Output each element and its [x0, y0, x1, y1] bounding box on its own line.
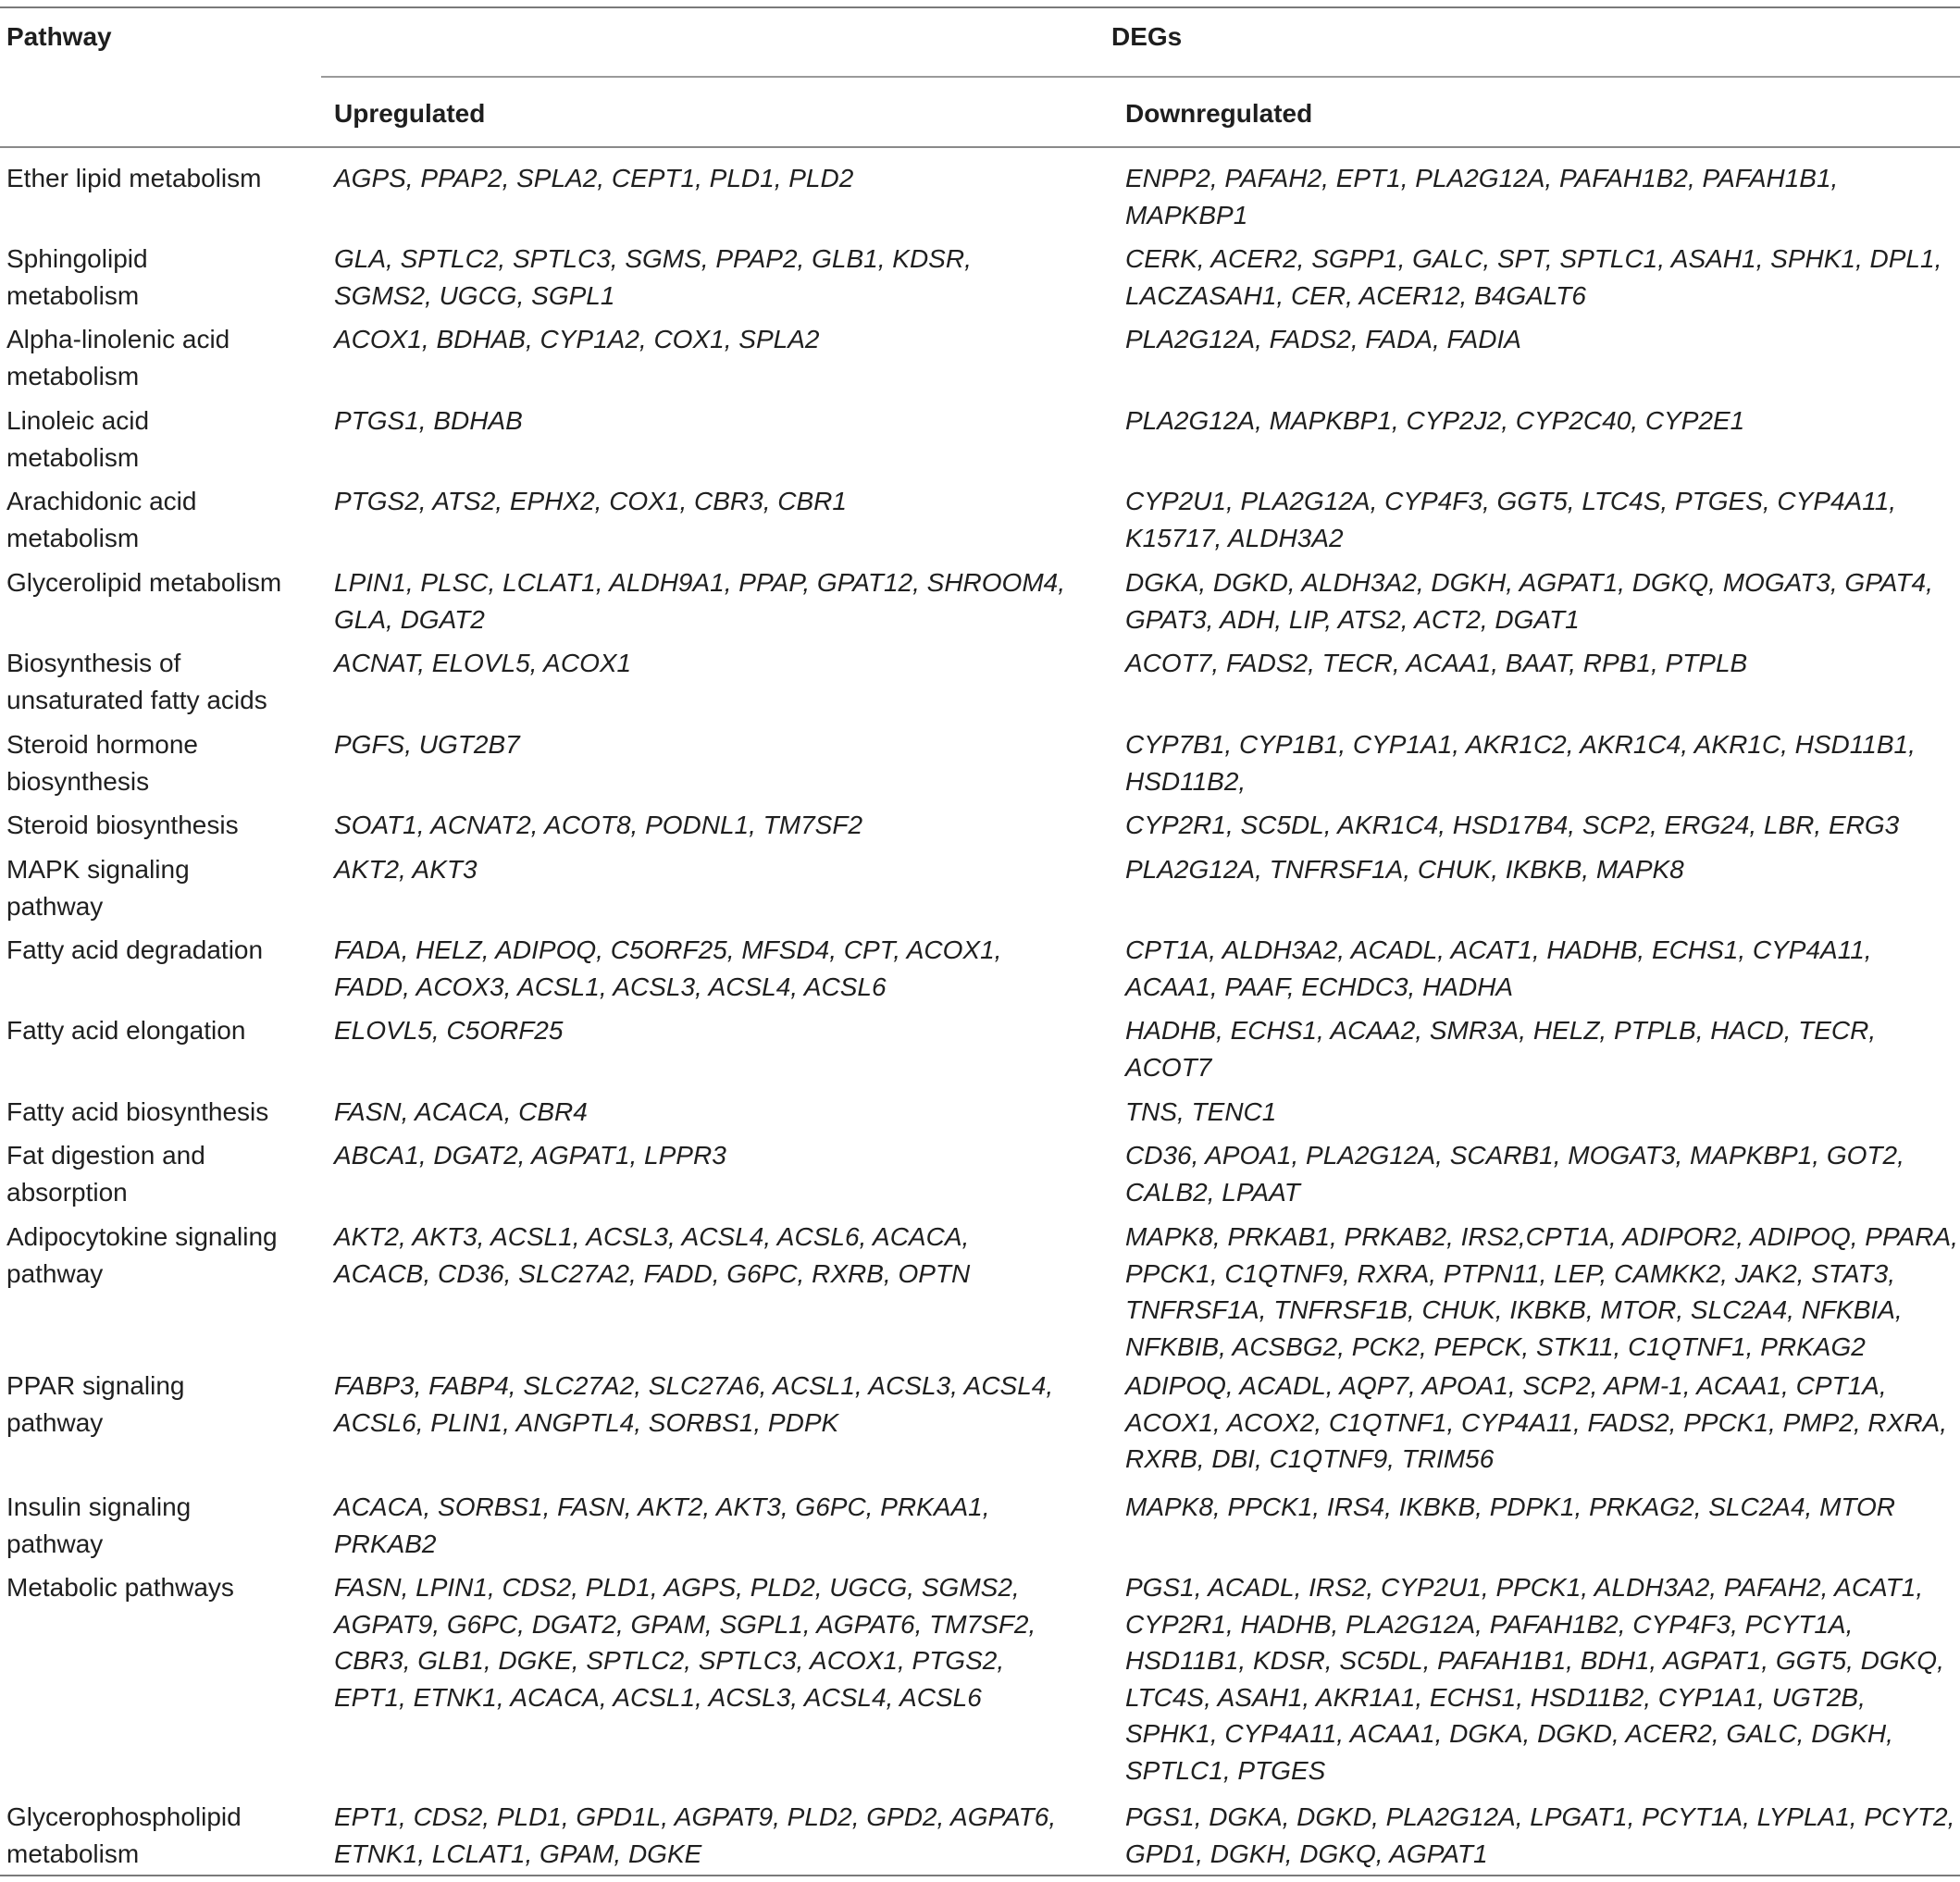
cell-line: ACOX1, ACOX2, C1QTNF1, CYP4A11, FADS2, PPCK1, PMP2, RXRA, [1125, 1407, 1947, 1437]
cell-line: ACNAT, ELOVL5, ACOX1 [334, 649, 632, 677]
downregulated-cell [1125, 851, 1956, 888]
cell-line: metabolism [6, 280, 140, 310]
cell-line: MAPKBP1 [1125, 200, 1248, 229]
downregulated-cell [1125, 807, 1956, 844]
header-rule [0, 146, 1960, 148]
pathway-cell [6, 564, 316, 601]
cell-line: ACACB, CD36, SLC27A2, FADD, G6PC, RXRB, OPTN [334, 1258, 971, 1288]
cell-line: pathway [6, 891, 104, 921]
cell-line: Metabolic pathways [6, 1573, 234, 1602]
pathway-cell [6, 321, 316, 394]
pathway-cell [6, 1569, 316, 1606]
cell-line: Steroid biosynthesis [6, 811, 239, 839]
cell-line: ACOT7 [1125, 1052, 1212, 1082]
cell-line: PRKAB2 [334, 1529, 437, 1558]
cell-line: AGPAT9, G6PC, DGAT2, GPAM, SGPL1, AGPAT6, TM7SF2, [334, 1609, 1036, 1639]
cell-line: TNS, TENC1 [1125, 1097, 1277, 1126]
upregulated-cell [334, 851, 1093, 888]
upregulated-cell [334, 483, 1093, 520]
upregulated-cell [334, 1569, 1093, 1715]
pathway-cell [6, 1219, 316, 1292]
cell-line: ABCA1, DGAT2, AGPAT1, LPPR3 [334, 1141, 726, 1170]
header-upregulated: Upregulated [334, 99, 486, 128]
upregulated-cell [334, 1012, 1093, 1049]
downregulated-cell [1125, 321, 1956, 358]
degs-subrule [321, 76, 1960, 78]
cell-line: LPIN1, PLSC, LCLAT1, ALDH9A1, PPAP, GPAT12, SHROOM4, [334, 568, 1066, 597]
downregulated-cell [1125, 645, 1956, 682]
cell-line: Adipocytokine signaling [6, 1222, 278, 1251]
pathway-cell [6, 1368, 316, 1441]
downregulated-cell [1125, 1569, 1956, 1789]
cell-line: Alpha-linolenic acid [6, 325, 230, 353]
cell-line: pathway [6, 1407, 104, 1437]
pathway-cell [6, 1489, 316, 1562]
upregulated-cell [334, 321, 1093, 358]
cell-line: MAPK8, PRKAB1, PRKAB2, IRS2,CPT1A, ADIPOR2, ADIPOQ, PPARA, [1125, 1222, 1958, 1251]
cell-line: ENPP2, PAFAH2, EPT1, PLA2G12A, PAFAH1B2, PAFAH1B1, [1125, 164, 1839, 192]
cell-line: PPCK1, C1QTNF9, RXRA, PTPN11, LEP, CAMKK2, JAK2, STAT3, [1125, 1258, 1895, 1288]
upregulated-cell [334, 1489, 1093, 1562]
cell-line: AKT2, AKT3 [334, 855, 478, 884]
cell-line: PGS1, ACADL, IRS2, CYP2U1, PPCK1, ALDH3A2, PAFAH2, ACAT1, [1125, 1573, 1924, 1602]
cell-line: EPT1, CDS2, PLD1, GPD1L, AGPAT9, PLD2, GPD2, AGPAT6, [334, 1802, 1057, 1831]
cell-line: GPD1, DGKH, DGKQ, AGPAT1 [1125, 1839, 1488, 1868]
cell-line: Fat digestion and [6, 1141, 205, 1170]
downregulated-cell [1125, 1219, 1956, 1365]
cell-line: HSD11B1, KDSR, SC5DL, PAFAH1B1, BDH1, AGPAT1, GGT5, DGKQ, [1125, 1646, 1944, 1675]
cell-line: RXRB, DBI, C1QTNF9, TRIM56 [1125, 1444, 1495, 1473]
cell-line: pathway [6, 1529, 104, 1558]
cell-line: pathway [6, 1258, 104, 1288]
pathway-cell [6, 1094, 316, 1131]
cell-line: PGS1, DGKA, DGKD, PLA2G12A, LPGAT1, PCYT1A, LYPLA1, PCYT2, [1125, 1802, 1955, 1831]
cell-line: FASN, LPIN1, CDS2, PLD1, AGPS, PLD2, UGCG, SGMS2, [334, 1573, 1020, 1602]
cell-line: AGPS, PPAP2, SPLA2, CEPT1, PLD1, PLD2 [334, 164, 854, 192]
cell-line: CYP2R1, SC5DL, AKR1C4, HSD17B4, SCP2, ERG24, LBR, ERG3 [1125, 811, 1900, 839]
pathway-cell [6, 851, 316, 924]
cell-line: unsaturated fatty acids [6, 685, 267, 714]
downregulated-cell [1125, 1368, 1956, 1478]
pathway-cell [6, 1012, 316, 1049]
cell-line: metabolism [6, 1839, 140, 1868]
cell-line: Fatty acid biosynthesis [6, 1097, 269, 1126]
downregulated-cell [1125, 932, 1956, 1005]
upregulated-cell [334, 932, 1093, 1005]
cell-line: Arachidonic acid [6, 487, 197, 515]
cell-line: metabolism [6, 523, 140, 552]
pathway-cell [6, 932, 316, 969]
cell-line: MAPK signaling [6, 855, 190, 884]
downregulated-cell [1125, 1799, 1956, 1872]
upregulated-cell [334, 564, 1093, 638]
header-downregulated: Downregulated [1125, 99, 1313, 128]
cell-line: PLA2G12A, TNFRSF1A, CHUK, IKBKB, MAPK8 [1125, 855, 1684, 884]
cell-line: AKT2, AKT3, ACSL1, ACSL3, ACSL4, ACSL6, ACACA, [334, 1222, 970, 1251]
pathway-cell [6, 1799, 316, 1872]
cell-line: metabolism [6, 442, 140, 472]
cell-line: PTGS2, ATS2, EPHX2, COX1, CBR3, CBR1 [334, 487, 847, 515]
cell-line: GLA, SPTLC2, SPTLC3, SGMS, PPAP2, GLB1, KDSR, [334, 244, 972, 273]
cell-line: Glycerophospholipid [6, 1802, 242, 1831]
cell-line: FADA, HELZ, ADIPOQ, C5ORF25, MFSD4, CPT, ACOX1, [334, 935, 1002, 964]
downregulated-cell [1125, 483, 1956, 556]
cell-line: PPAR signaling [6, 1371, 185, 1400]
cell-line: PGFS, UGT2B7 [334, 730, 520, 759]
cell-line: Fatty acid degradation [6, 935, 264, 964]
downregulated-cell [1125, 1137, 1956, 1210]
cell-line: HSD11B2, [1125, 766, 1247, 796]
pathway-cell [6, 241, 316, 314]
cell-line: LACZASAH1, CER, ACER12, B4GALT6 [1125, 280, 1586, 310]
upregulated-cell [334, 241, 1093, 314]
cell-line: PLA2G12A, MAPKBP1, CYP2J2, CYP2C40, CYP2E1 [1125, 406, 1745, 435]
pathway-cell [6, 160, 316, 197]
cell-line: PLA2G12A, FADS2, FADA, FADIA [1125, 325, 1521, 353]
cell-line: Insulin signaling [6, 1492, 192, 1521]
cell-line: DGKA, DGKD, ALDH3A2, DGKH, AGPAT1, DGKQ, MOGAT3, GPAT4, [1125, 568, 1933, 597]
cell-line: Steroid hormone [6, 730, 199, 759]
pathway-cell [6, 807, 316, 844]
cell-line: MAPK8, PPCK1, IRS4, IKBKB, PDPK1, PRKAG2, SLC2A4, MTOR [1125, 1492, 1896, 1521]
cell-line: CERK, ACER2, SGPP1, GALC, SPT, SPTLC1, ASAH1, SPHK1, DPL1, [1125, 244, 1942, 273]
pathway-cell [6, 483, 316, 556]
cell-line: CPT1A, ALDH3A2, ACADL, ACAT1, HADHB, ECHS1, CYP4A11, [1125, 935, 1872, 964]
cell-line: CALB2, LPAAT [1125, 1177, 1300, 1207]
cell-line: Glycerolipid metabolism [6, 568, 282, 597]
cell-line: CYP7B1, CYP1B1, CYP1A1, AKR1C2, AKR1C4, AKR1C, HSD11B1, [1125, 730, 1916, 759]
cell-line: EPT1, ETNK1, ACACA, ACSL1, ACSL3, ACSL4, ACSL6 [334, 1682, 982, 1712]
pathway-cell [6, 1137, 316, 1210]
header-degs: DEGs [1111, 22, 1183, 51]
bottom-rule [0, 1875, 1960, 1876]
downregulated-cell [1125, 726, 1956, 799]
header-pathway: Pathway [6, 22, 112, 51]
downregulated-cell [1125, 1489, 1956, 1526]
cell-line: HADHB, ECHS1, ACAA2, SMR3A, HELZ, PTPLB, HACD, TECR, [1125, 1016, 1877, 1045]
cell-line: GLA, DGAT2 [334, 604, 485, 634]
upregulated-cell [334, 1137, 1093, 1174]
upregulated-cell [334, 726, 1093, 763]
cell-line: ELOVL5, C5ORF25 [334, 1016, 564, 1045]
cell-line: FASN, ACACA, CBR4 [334, 1097, 588, 1126]
cell-line: ACOX1, BDHAB, CYP1A2, COX1, SPLA2 [334, 325, 820, 353]
cell-line: Sphingolipid [6, 244, 148, 273]
cell-line: FABP3, FABP4, SLC27A2, SLC27A6, ACSL1, ACSL3, ACSL4, [334, 1371, 1054, 1400]
cell-line: ADIPOQ, ACADL, AQP7, APOA1, SCP2, APM-1, ACAA1, CPT1A, [1125, 1371, 1887, 1400]
pathway-cell [6, 645, 316, 718]
cell-line: absorption [6, 1177, 128, 1207]
cell-line: K15717, ALDH3A2 [1125, 523, 1344, 552]
pathway-cell [6, 402, 316, 476]
cell-line: GPAT3, ADH, LIP, ATS2, ACT2, DGAT1 [1125, 604, 1580, 634]
cell-line: ACOT7, FADS2, TECR, ACAA1, BAAT, RPB1, PTPLB [1125, 649, 1748, 677]
upregulated-cell [334, 645, 1093, 682]
cell-line: CD36, APOA1, PLA2G12A, SCARB1, MOGAT3, MAPKBP1, GOT2, [1125, 1141, 1904, 1170]
downregulated-cell [1125, 1094, 1956, 1131]
downregulated-cell [1125, 1012, 1956, 1085]
cell-line: ACSL6, PLIN1, ANGPTL4, SORBS1, PDPK [334, 1407, 839, 1437]
upregulated-cell [334, 160, 1093, 197]
downregulated-cell [1125, 402, 1956, 440]
cell-line: ACAA1, PAAF, ECHDC3, HADHA [1125, 972, 1514, 1001]
cell-line: PTGS1, BDHAB [334, 406, 523, 435]
cell-line: CBR3, GLB1, DGKE, SPTLC2, SPTLC3, ACOX1, PTGS2, [334, 1646, 1005, 1675]
cell-line: FADD, ACOX3, ACSL1, ACSL3, ACSL4, ACSL6 [334, 972, 887, 1001]
upregulated-cell [334, 1368, 1093, 1441]
downregulated-cell [1125, 160, 1956, 233]
cell-line: Fatty acid elongation [6, 1016, 246, 1045]
cell-line: Linoleic acid [6, 406, 150, 435]
upregulated-cell [334, 1799, 1093, 1872]
cell-line: ACACA, SORBS1, FASN, AKT2, AKT3, G6PC, PRKAA1, [334, 1492, 990, 1521]
cell-line: Ether lipid metabolism [6, 164, 262, 192]
cell-line: SPTLC1, PTGES [1125, 1755, 1326, 1785]
cell-line: ETNK1, LCLAT1, GPAM, DGKE [334, 1839, 702, 1868]
cell-line: biosynthesis [6, 766, 150, 796]
cell-line: TNFRSF1A, TNFRSF1B, CHUK, IKBKB, MTOR, SLC2A4, NFKBIA, [1125, 1295, 1903, 1324]
downregulated-cell [1125, 564, 1956, 638]
upregulated-cell [334, 1219, 1093, 1292]
upregulated-cell [334, 1094, 1093, 1131]
cell-line: SOAT1, ACNAT2, ACOT8, PODNL1, TM7SF2 [334, 811, 863, 839]
downregulated-cell [1125, 241, 1956, 314]
pathway-cell [6, 726, 316, 799]
cell-line: SPHK1, CYP4A11, ACAA1, DGKA, DGKD, ACER2, GALC, DGKH, [1125, 1719, 1893, 1748]
cell-line: LTC4S, ASAH1, AKR1A1, ECHS1, HSD11B2, CYP1A1, UGT2B, [1125, 1682, 1866, 1712]
upregulated-cell [334, 402, 1093, 440]
cell-line: metabolism [6, 361, 140, 390]
upregulated-cell [334, 807, 1093, 844]
cell-line: Biosynthesis of [6, 649, 181, 677]
cell-line: CYP2U1, PLA2G12A, CYP4F3, GGT5, LTC4S, PTGES, CYP4A11, [1125, 487, 1897, 515]
cell-line: CYP2R1, HADHB, PLA2G12A, PAFAH1B2, CYP4F3, PCYT1A, [1125, 1609, 1854, 1639]
top-rule [0, 6, 1960, 8]
cell-line: NFKBIB, ACSBG2, PCK2, PEPCK, STK11, C1QTNF1, PRKAG2 [1125, 1331, 1866, 1361]
cell-line: SGMS2, UGCG, SGPL1 [334, 280, 615, 310]
